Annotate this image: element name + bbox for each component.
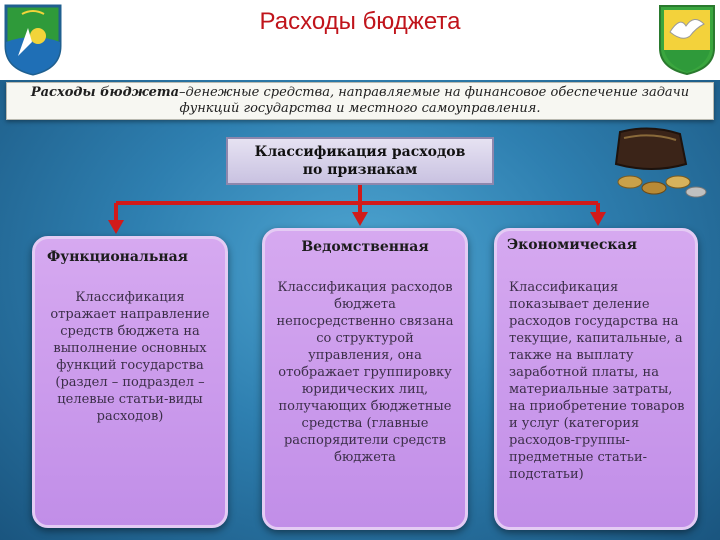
card-economic — [494, 228, 698, 530]
card-departmental-text: Классификация расходов бюджета непосредственно связана со структурой управления, она отображает группировку юридических лиц, получающих бюджетные средства (главные распорядители средств бюджета — [276, 280, 454, 465]
card-functional-title: Функциональная — [47, 249, 189, 265]
card-departmental — [262, 228, 468, 530]
arrowhead-left — [108, 220, 124, 234]
definition-term: Расходы бюджета — [30, 85, 180, 100]
card-economic-title: Экономическая — [507, 237, 637, 253]
arrowhead-right — [590, 212, 606, 226]
card-departmental-title: Ведомственная — [301, 239, 429, 255]
card-economic-text: Классификация показывает деление расходов государства на текущие, капитальные, а также на выплату заработной платы, на материальные затраты, на приобретение товаров и услуг (категория расходов-группы-предметные статьи-подстатьи) — [509, 280, 685, 482]
card-functional — [32, 236, 228, 528]
page-title: Расходы бюджета — [259, 8, 461, 35]
classification-title-line1: Классификация расходов — [254, 144, 466, 160]
classification-title-line2: по признакам — [302, 162, 418, 178]
arrowhead-middle — [352, 212, 368, 226]
definition-text: –денежные средства, направляемые на финансовое обеспечение задачи функций государства и местного самоуправления. — [179, 85, 690, 116]
card-functional-text: Классификация отражает направление средств бюджета на выполнение основных функций государства (раздел – подраздел – целевые статьи-виды расходов) — [50, 290, 210, 424]
